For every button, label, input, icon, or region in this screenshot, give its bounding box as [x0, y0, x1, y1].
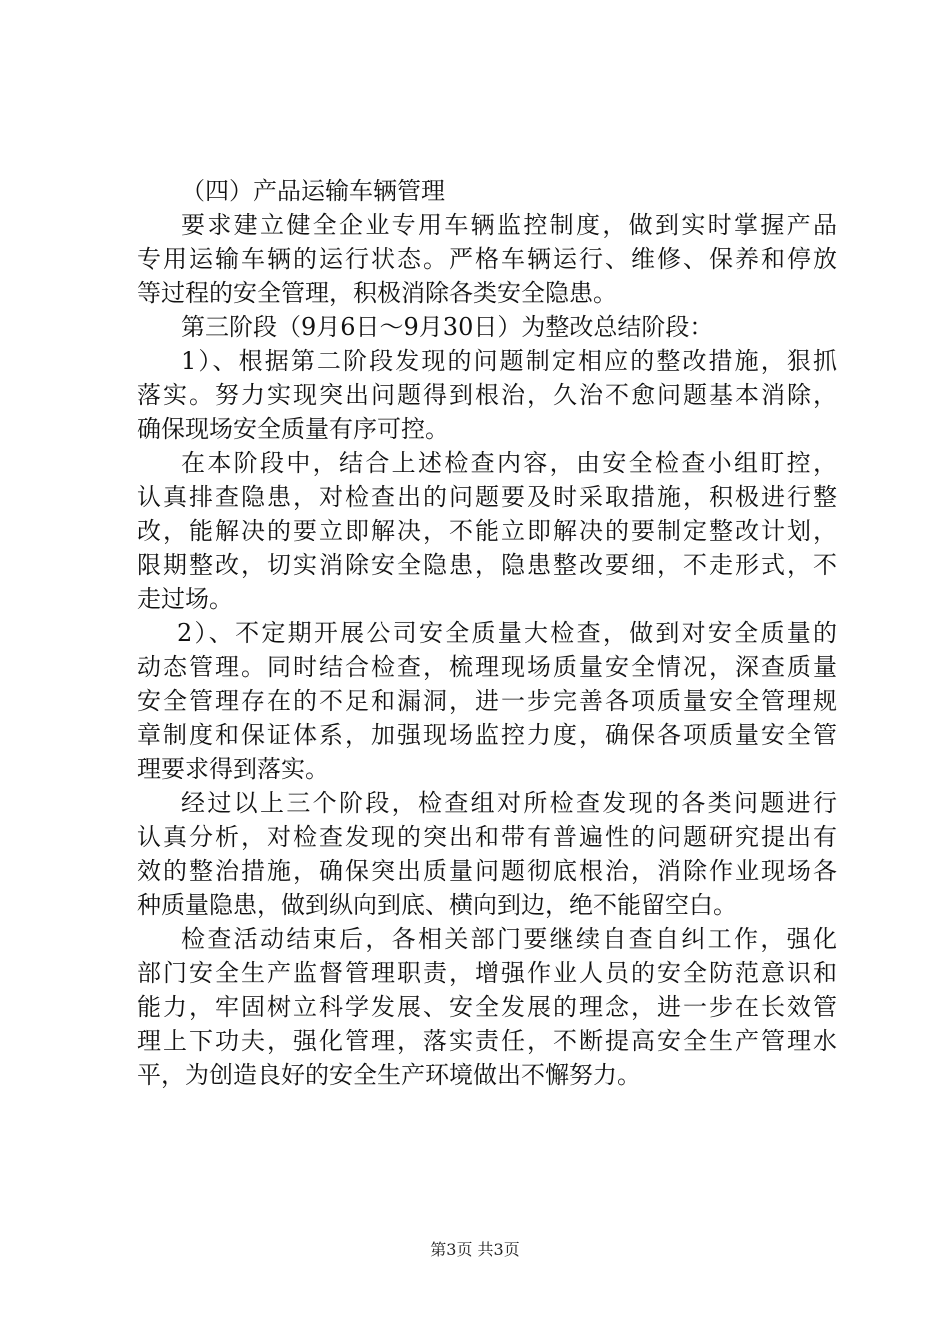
page-footer: 第3页 共3页 — [430, 1240, 520, 1259]
text-line: 安全管理存在的不足和漏洞，进一步完善各项质量安全管理规 — [137, 687, 837, 715]
text-line: 改，能解决的要立即解决，不能立即解决的要制定整改计划， — [137, 517, 837, 545]
text-line: 认真排查隐患，对检查出的问题要及时采取措施，积极进行整 — [137, 483, 837, 511]
text-line: 部门安全生产监督管理职责，增强作业人员的安全防范意识和 — [137, 959, 837, 987]
text-line: 经过以上三个阶段，检查组对所检查发现的各类问题进行 — [181, 789, 837, 817]
text-line: 理要求得到落实。 — [137, 755, 329, 783]
text-line: 动态管理。同时结合检查，梳理现场质量安全情况，深查质量 — [137, 653, 837, 681]
text-line: 第三阶段（9月6日～9月30日）为整改总结阶段： — [181, 313, 714, 341]
text-line: 能力，牢固树立科学发展、安全发展的理念，进一步在长效管 — [137, 993, 837, 1021]
text-line: 要求建立健全企业专用车辆监控制度，做到实时掌握产品 — [181, 211, 837, 239]
text-line: （四）产品运输车辆管理 — [181, 177, 445, 205]
text-line: 种质量隐患，做到纵向到底、横向到边，绝不能留空白。 — [137, 891, 737, 919]
text-line: 认真分析，对检查发现的突出和带有普遍性的问题研究提出有 — [137, 823, 837, 851]
text-line: 限期整改，切实消除安全隐患，隐患整改要细，不走形式，不 — [137, 551, 837, 579]
text-line: 落实。努力实现突出问题得到根治，久治不愈问题基本消除， — [137, 381, 837, 409]
text-line: 章制度和保证体系，加强现场监控力度，确保各项质量安全管 — [137, 721, 837, 749]
text-line: 平，为创造良好的安全生产环境做出不懈努力。 — [137, 1061, 641, 1089]
text-line: 在本阶段中，结合上述检查内容，由安全检查小组盯控， — [181, 449, 837, 477]
text-line: 1）、根据第二阶段发现的问题制定相应的整改措施，狠抓 — [181, 347, 837, 375]
text-line: 2）、不定期开展公司安全质量大检查，做到对安全质量的 — [177, 619, 837, 647]
text-line: 检查活动结束后，各相关部门要继续自查自纠工作，强化 — [181, 925, 837, 953]
text-line: 走过场。 — [137, 585, 233, 613]
text-line: 理上下功夫，强化管理，落实责任，不断提高安全生产管理水 — [137, 1027, 837, 1055]
text-line: 专用运输车辆的运行状态。严格车辆运行、维修、保养和停放 — [137, 245, 837, 273]
text-line: 确保现场安全质量有序可控。 — [137, 415, 449, 443]
text-line: 等过程的安全管理，积极消除各类安全隐患。 — [137, 279, 617, 307]
document-body — [137, 174, 837, 1092]
text-line: 效的整治措施，确保突出质量问题彻底根治，消除作业现场各 — [137, 857, 837, 885]
